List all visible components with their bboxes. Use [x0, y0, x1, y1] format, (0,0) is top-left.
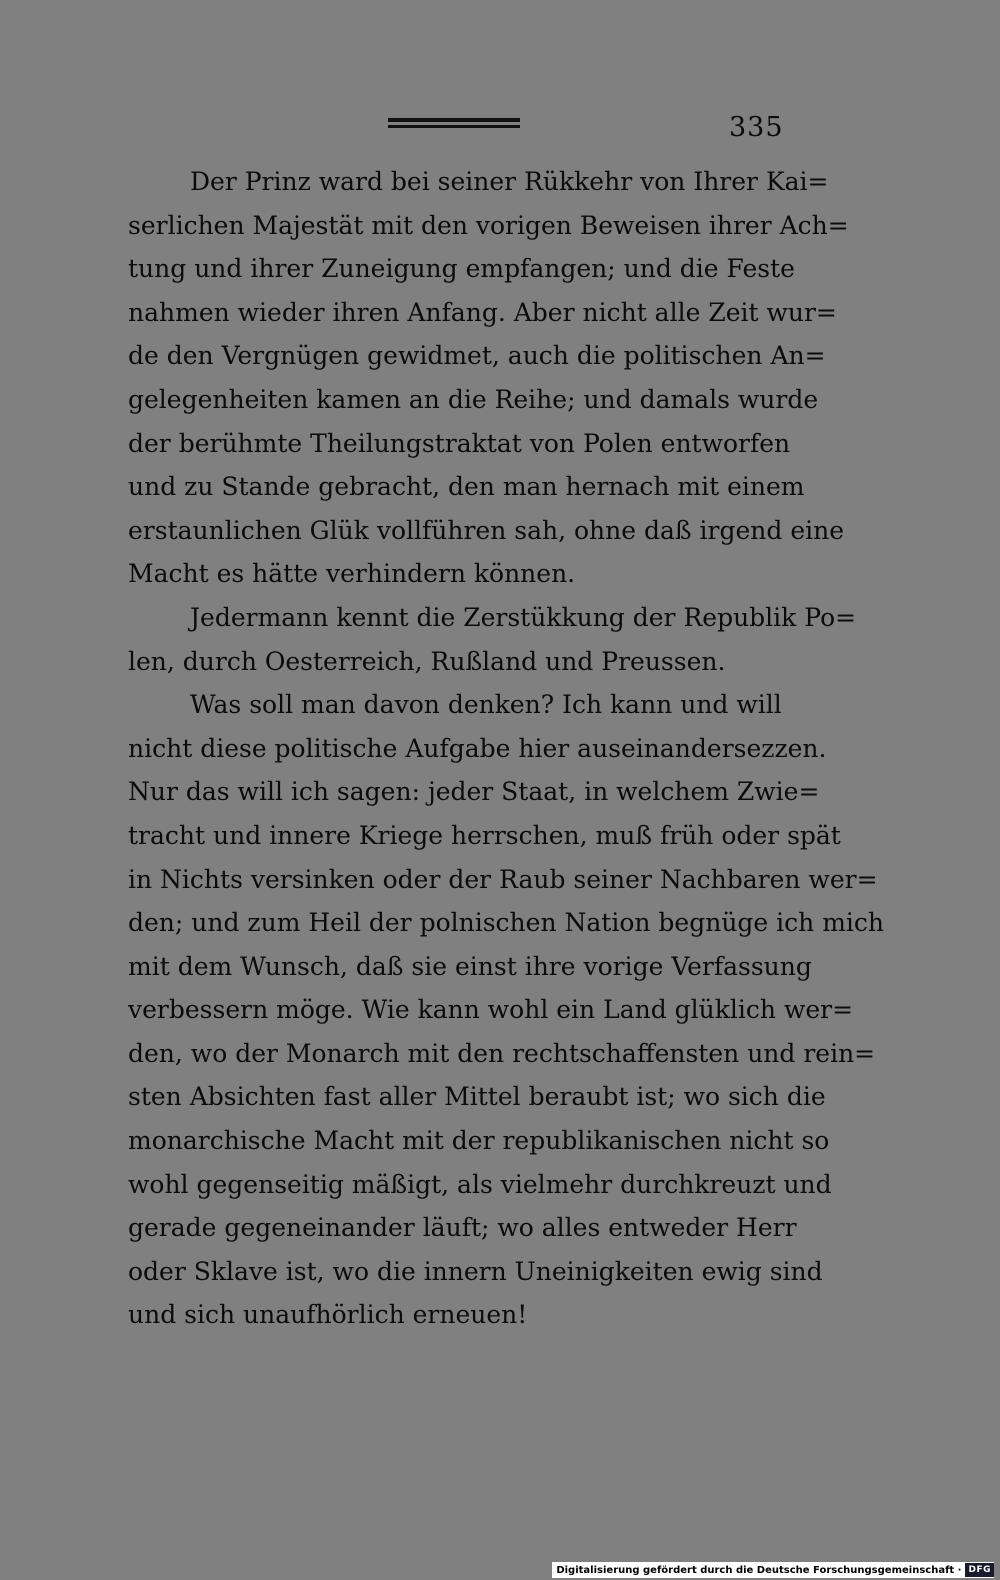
digitization-credit — [552, 1562, 994, 1578]
text-line: Nur das will ich sagen: jeder Staat, in welchem Zwie= — [128, 777, 820, 807]
header-double-rule — [388, 118, 520, 132]
text-line: den; und zum Heil der polnischen Nation begnüge ich mich — [128, 908, 885, 938]
text-line: verbessern möge. Wie kann wohl ein Land glüklich wer= — [128, 995, 854, 1025]
credit-text: Digitalisierung gefördert durch die Deutsche Forschungsgemeinschaft · — [556, 1564, 962, 1576]
text-line: Was soll man davon denken? Ich kann und will — [190, 690, 782, 720]
header-rule-thick — [388, 118, 520, 122]
text-line: den, wo der Monarch mit den rechtschaffensten und rein= — [128, 1038, 876, 1068]
text-line: nahmen wieder ihren Anfang. Aber nicht alle Zeit wur= — [128, 297, 837, 327]
text-line: und zu Stande gebracht, den man hernach mit einem — [128, 472, 805, 502]
text-line: de den Vergnügen gewidmet, auch die politischen An= — [128, 341, 826, 371]
text-line: gelegenheiten kamen an die Reihe; und damals wurde — [128, 384, 819, 414]
header-rule-thin — [388, 125, 520, 128]
text-line: Jedermann kennt die Zerstükkung der Republik Po= — [190, 602, 857, 632]
text-line: Der Prinz ward bei seiner Rükkehr von Ihrer Kai= — [190, 167, 829, 196]
text-body — [128, 160, 885, 1337]
text-line: monarchische Macht mit der republikanischen nicht so — [128, 1126, 830, 1156]
text-line: serlichen Majestät mit den vorigen Beweisen ihrer Ach= — [128, 210, 849, 240]
text-line: in Nichts versinken oder der Raub seiner Nachbaren wer= — [128, 864, 878, 894]
text-line: tracht und innere Kriege herrschen, muß früh oder spät — [128, 820, 841, 850]
text-line: len, durch Oesterreich, Rußland und Preussen. — [128, 646, 726, 676]
text-line: gerade gegeneinander läuft; wo alles entweder Herr — [128, 1213, 797, 1243]
text-line: sten Absichten fast aller Mittel beraubt ist; wo sich die — [128, 1082, 826, 1112]
page-number: 335 — [729, 112, 784, 143]
dfg-logo: DFG — [965, 1563, 994, 1577]
text-line: oder Sklave ist, wo die innern Uneinigkeiten ewig sind — [128, 1256, 823, 1286]
text-line: erstaunlichen Glük vollführen sah, ohne daß irgend eine — [128, 515, 845, 545]
text-line: mit dem Wunsch, daß sie einst ihre vorige Verfassung — [128, 951, 812, 981]
text-line: Macht es hätte verhindern können. — [128, 559, 576, 589]
text-line: wohl gegenseitig mäßigt, als vielmehr durchkreuzt und — [128, 1169, 832, 1199]
text-line: tung und ihrer Zuneigung empfangen; und die Feste — [128, 254, 795, 284]
text-line: und sich unaufhörlich erneuen! — [128, 1300, 528, 1330]
text-line: der berühmte Theilungstraktat von Polen entworfen — [128, 428, 791, 458]
text-line: nicht diese politische Aufgabe hier auseinandersezzen. — [128, 733, 827, 763]
